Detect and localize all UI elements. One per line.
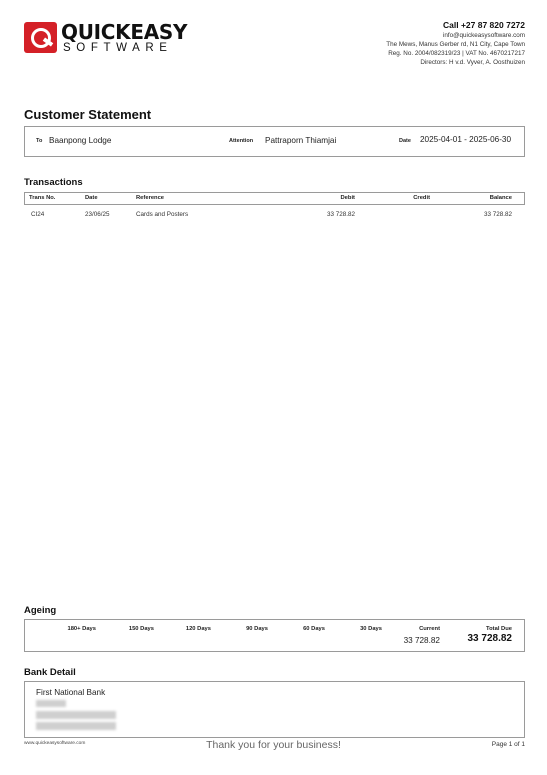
ageing-60: 60 Days (303, 626, 325, 632)
date-value: 2025-04-01 - 2025-06-30 (420, 135, 512, 144)
company-phone: Call +27 87 820 7272 (443, 20, 525, 30)
attention-label: Attention (229, 138, 254, 144)
date-label: Date (399, 138, 411, 144)
ageing-180: 180+ Days (67, 626, 96, 632)
bank-title: Bank Detail (24, 667, 76, 678)
company-directors: Directors: H v.d. Vyver, A. Oosthuizen (420, 59, 525, 66)
row-date: 23/06/25 (85, 211, 110, 218)
attention-value: Pattraporn Thiamjai (265, 136, 337, 145)
col-balance: Balance (489, 195, 512, 201)
ageing-120: 120 Days (185, 626, 211, 632)
to-value: Baanpong Lodge (49, 136, 112, 145)
row-trans-no: CI24 (31, 211, 45, 218)
redacted-line (36, 722, 116, 730)
ageing-current: Current (419, 626, 440, 632)
statement-title: Customer Statement (24, 107, 152, 122)
ageing-current-value: 33 728.82 (403, 636, 440, 645)
transactions-header-row (24, 192, 525, 205)
row-balance: 33 728.82 (483, 211, 512, 218)
logo-wordmark: QUICKEASY (61, 20, 188, 44)
col-date: Date (85, 195, 98, 201)
thank-you-message: Thank you for your business! (206, 739, 341, 751)
ageing-30: 30 Days (360, 626, 382, 632)
footer-url: www.quickeasysoftware.com (24, 741, 86, 746)
company-email: info@quickeasysoftware.com (443, 32, 525, 39)
redacted-line (36, 711, 116, 719)
logo-subtitle: SOFTWARE (63, 42, 173, 54)
ageing-150: 150 Days (128, 626, 154, 632)
company-address: The Mews, Manus Gerber rd, N1 City, Cape Town (386, 41, 525, 48)
redacted-line (36, 700, 66, 707)
col-debit: Debit (340, 195, 355, 201)
col-reference: Reference (136, 195, 165, 201)
ageing-90: 90 Days (246, 626, 268, 632)
col-trans-no: Trans No. (29, 195, 56, 201)
transactions-title: Transactions (24, 177, 83, 188)
ageing-total-due-value: 33 728.82 (467, 633, 512, 644)
ageing-title: Ageing (24, 605, 57, 616)
row-reference: Cards and Posters (136, 211, 189, 218)
to-label: To (36, 138, 43, 144)
ageing-total-due: Total Due (486, 626, 512, 632)
quickeasy-logo-icon (24, 22, 57, 53)
bank-name: First National Bank (36, 688, 106, 697)
col-credit: Credit (413, 195, 430, 201)
row-debit: 33 728.82 (326, 211, 355, 218)
company-registration: Reg. No. 2004/082319/23 | VAT No. 4670217217 (388, 50, 525, 57)
page-number: Page 1 of 1 (491, 741, 525, 748)
